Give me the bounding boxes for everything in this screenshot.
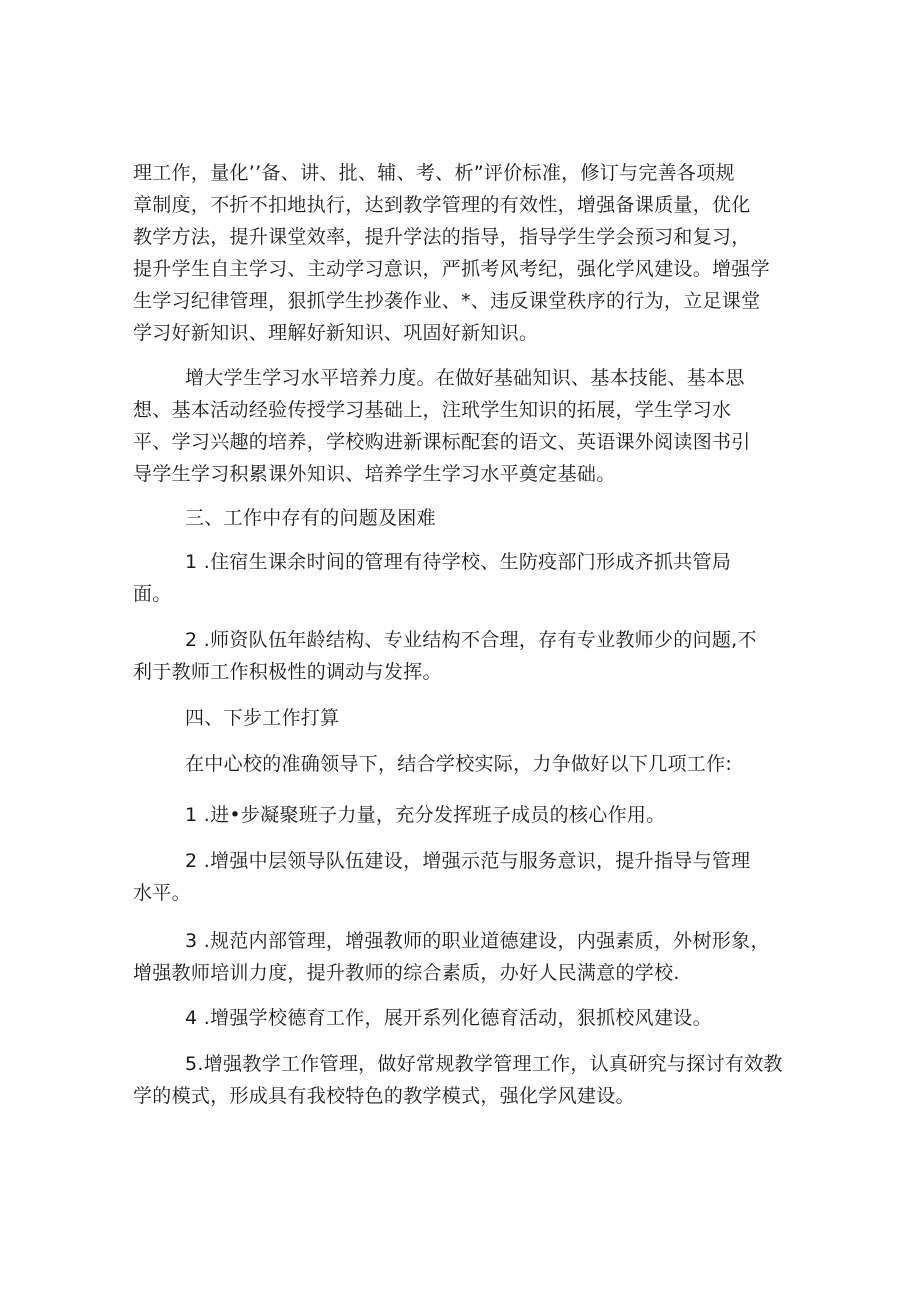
text-line: 3 .规范内部管理，增强教师的职业道德建设，内强素质，外树形象，: [185, 930, 770, 952]
heading-line: 三、工作中存有的问题及困难: [185, 507, 436, 529]
text-line: 平、学习兴趣的培养，学校购进新课标配套的语文、英语课外阅读图书引: [133, 431, 751, 453]
heading-line: 四、下步工作打算: [185, 707, 340, 729]
text-line: 理工作，量化’’备、讲、批、辅、考、析”评价标准，修订与完善各项规: [133, 162, 735, 184]
text-line: 想、基本活动经验传授学习基础上，注玳学生知识的拓展，学生学习水: [133, 399, 732, 421]
section-heading-plans: [133, 702, 793, 734]
list-item-problem-1: [133, 546, 793, 610]
text-line: 利于教师工作积极性的调动与发挥。: [133, 661, 442, 683]
text-line: 提升学生自主学习、主动学习意识，严抓考风考纪，强化学风建设。增强学: [133, 258, 770, 280]
list-item-plan-1: [133, 799, 793, 831]
text-line: 生学习纪律管理，狠抓学生抄袭作业、*、违反课堂秩序的行为，立足课堂: [133, 290, 761, 312]
list-item-plan-4: [133, 1002, 793, 1034]
list-item-plan-5: [133, 1048, 793, 1112]
text-line: 学的模式，形成具有我校特色的教学模式，强化学风建设。: [133, 1085, 635, 1107]
text-line: 1 .进•步凝聚班子力量，充分发挥班子成员的核心作用。: [185, 804, 666, 826]
text-line: 水平。: [133, 882, 191, 904]
list-item-plan-2: [133, 845, 793, 909]
text-line: 学习好新知识、理解好新知识、巩固好新知识。: [133, 322, 539, 344]
text-line: 章制度，不折不扣地执行，达到教学管理的有效性，增强备课质量，优化: [133, 194, 751, 216]
text-line: 5.增强教学工作管理，做好常规教学管理工作，认真研究与探讨有效教: [185, 1053, 783, 1075]
list-item-plan-3: [133, 925, 793, 989]
text-line: 增大学生学习水平培养力度。在做好基础知识、基本技能、基本思: [185, 367, 745, 389]
text-line: 教学方法，提升课堂效率，提升学法的指导，指导学生学会预习和复习，: [133, 226, 751, 248]
text-line: 1 .住宿生课余时间的管理有待学校、生防疫部门形成齐抓共管局: [185, 551, 732, 573]
text-line: 4 .增强学校德育工作，展开系列化德育活动，狠抓校风建设。: [185, 1007, 712, 1029]
paragraph-student-ability: [133, 362, 793, 490]
text-line: 2 .师资队伍年龄结构、专业结构不合理，存有专业教师少的问题,不: [185, 629, 757, 651]
paragraph-plan-intro: [133, 748, 793, 780]
paragraph-teaching-management: [133, 157, 793, 349]
section-heading-problems: [133, 502, 793, 534]
text-line: 增强教师培训力度，提升教师的综合素质，办好人民满意的学校.: [133, 962, 680, 984]
text-line: 在中心校的准确领导下，结合学校实际，力争做好以下几项工作:: [185, 753, 733, 775]
text-line: 导学生学习积累课外知识、培养学生学习水平奠定基础。: [133, 463, 616, 485]
list-item-problem-2: [133, 624, 793, 688]
text-line: 2 .增强中层领导队伍建设，增强示范与服务意识，提升指导与管理: [185, 850, 751, 872]
text-line: 面。: [133, 583, 172, 605]
